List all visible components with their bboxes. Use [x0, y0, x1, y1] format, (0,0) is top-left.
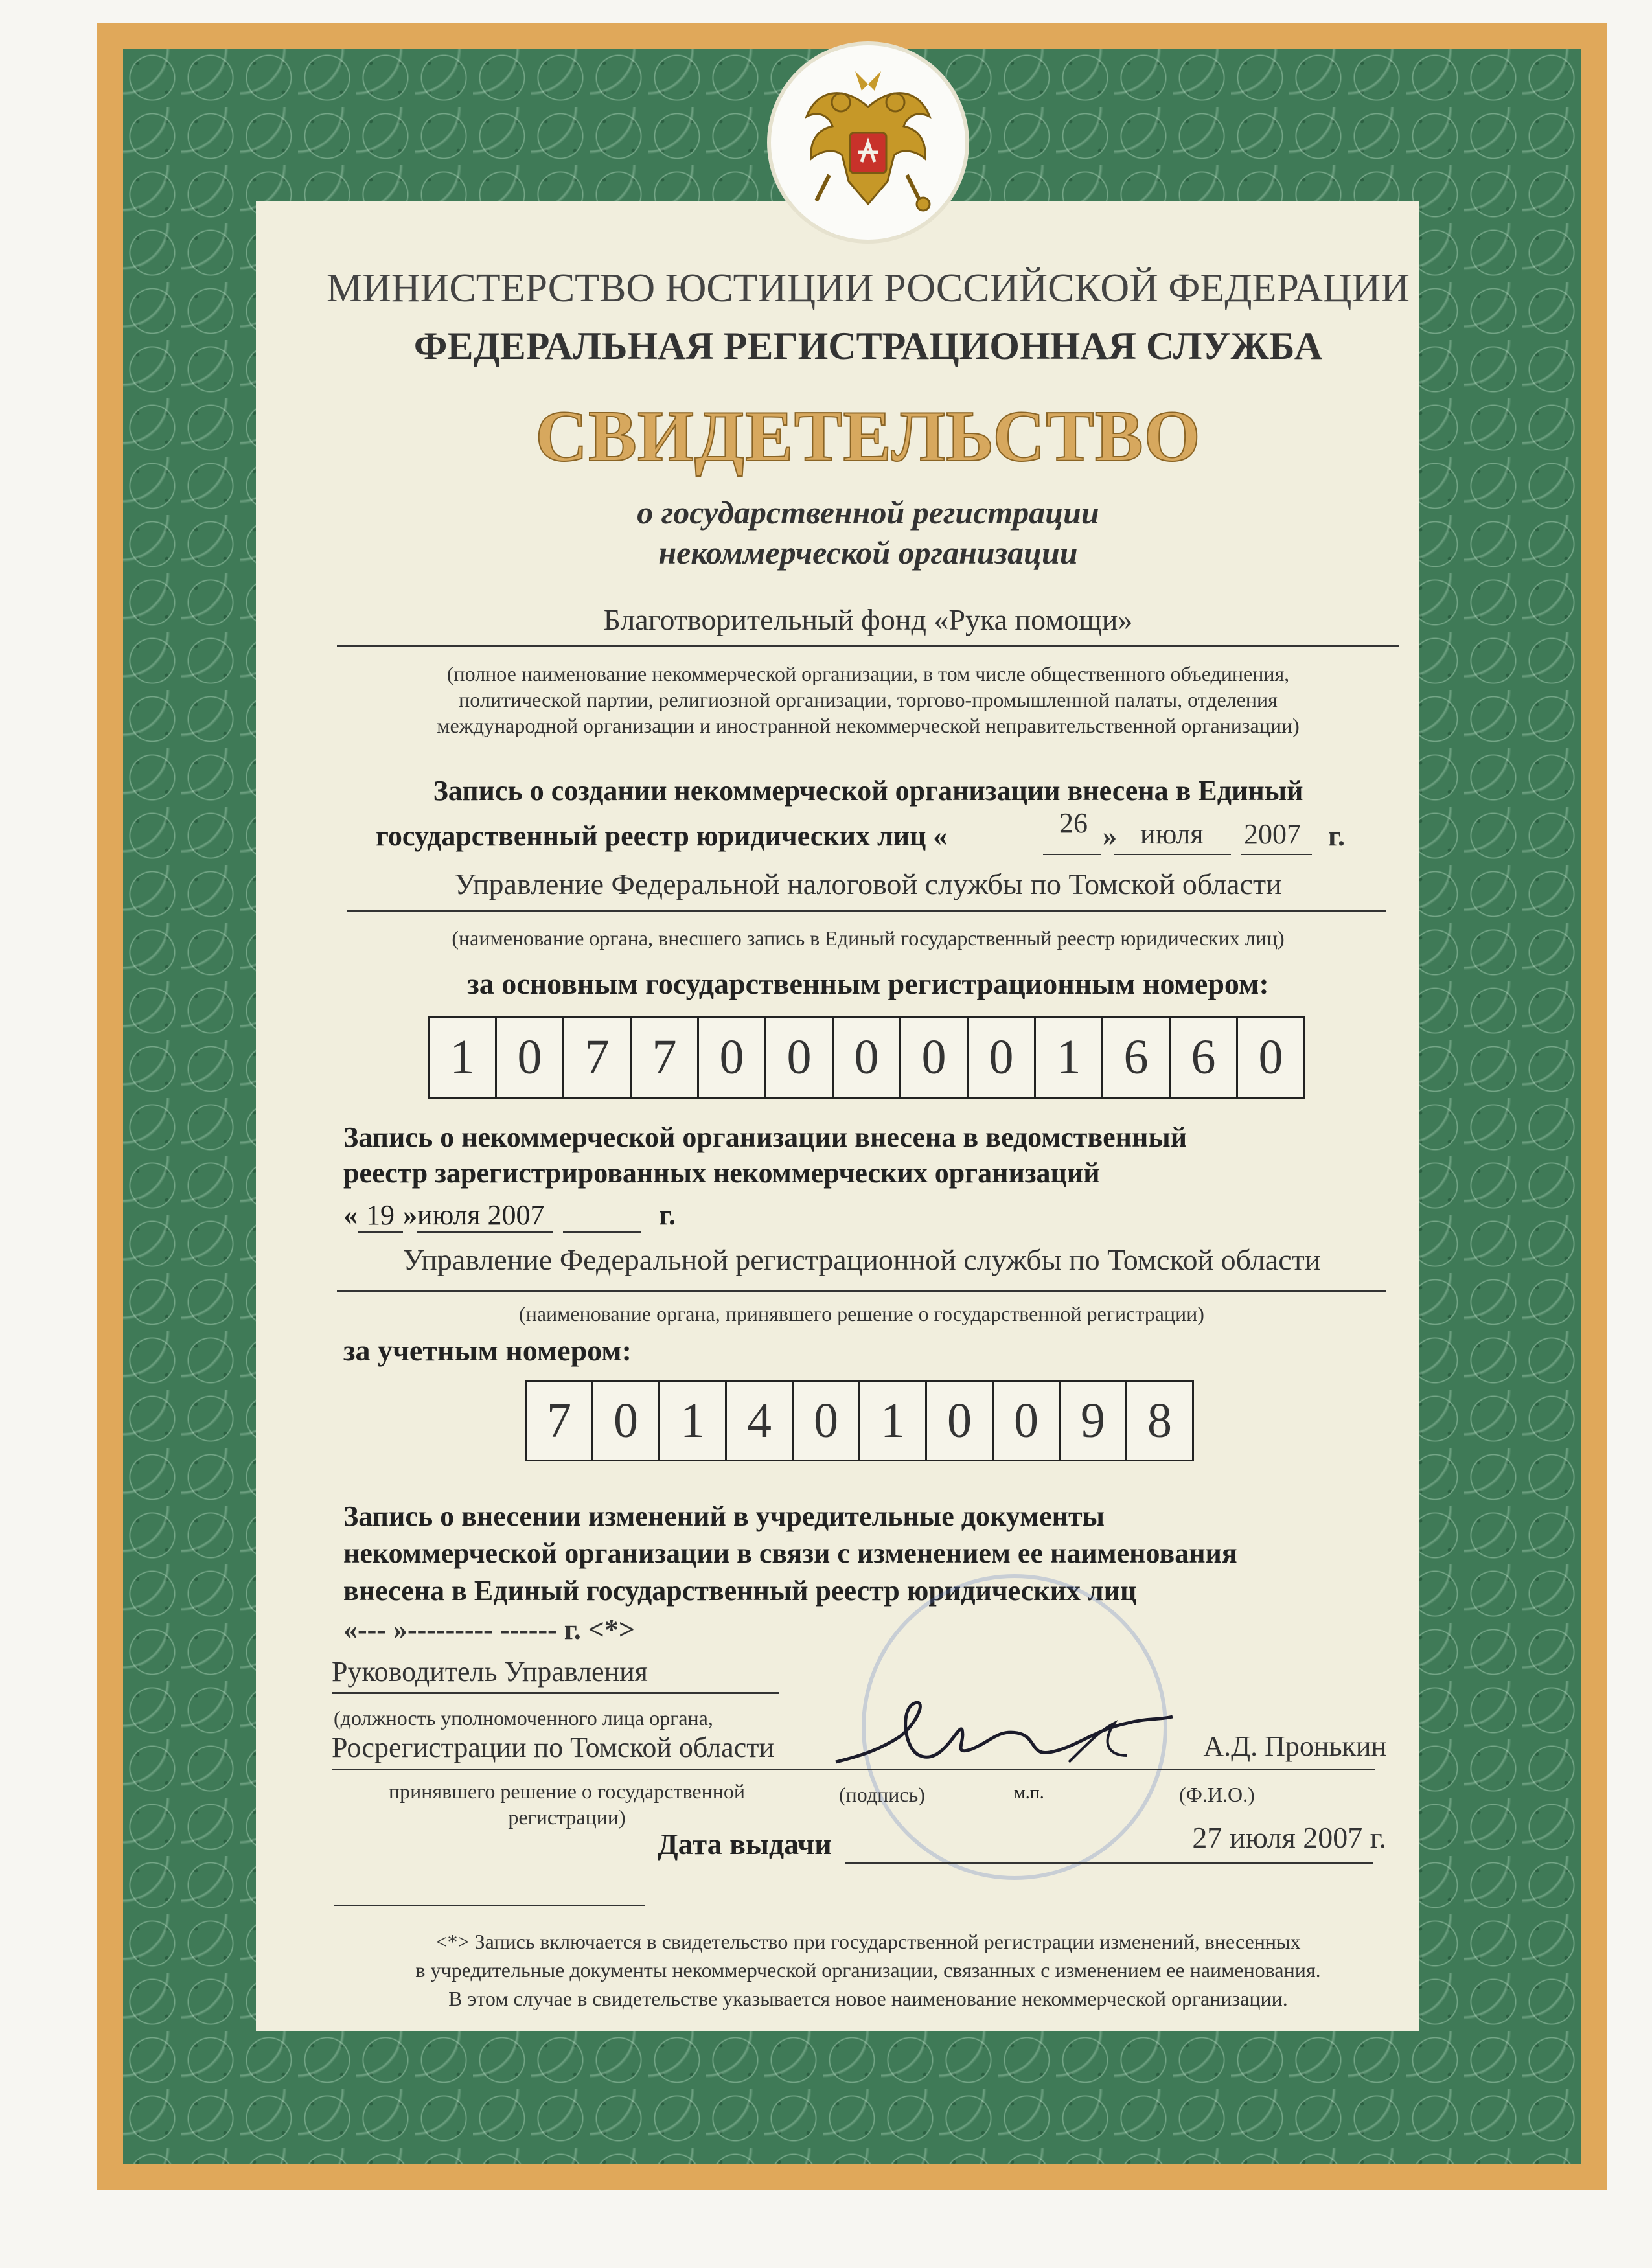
signatory-position-note-1: (должность уполномоченного лица органа, — [334, 1706, 713, 1730]
organization-name: Благотворительный фонд «Рука помощи» — [603, 603, 1133, 636]
digit-cell: 8 — [1147, 1393, 1172, 1448]
digit-cell: 0 — [593, 1382, 660, 1460]
registry-authority: Управление Федеральной регистрационной службы по Томской области — [402, 1243, 1321, 1276]
note-line: (полное наименование некоммерческой организации, в том числе общественного объединения, — [446, 662, 1290, 685]
note-line: принявшего решение о государственной — [389, 1780, 745, 1803]
document-title: СВИДЕТЕЛЬСТВО — [535, 396, 1201, 477]
digit-cell: 0 — [927, 1382, 994, 1460]
digit-cell: 7 — [527, 1382, 593, 1460]
signatory-position-note-2 — [334, 1778, 800, 1830]
signatory-position-line-2: Росрегистрации по Томской области — [332, 1732, 775, 1763]
digit-cell: 0 — [794, 1382, 860, 1460]
egrul-record-line-1: Запись о создании некоммерческой организации внесена в Единый — [433, 775, 1303, 807]
handwritten-signature — [823, 1658, 1186, 1788]
changes-record-line-1: Запись о внесении изменений в учредительные документы — [343, 1500, 1105, 1532]
ogrn-label: за основным государственным регистрационным номером: — [467, 967, 1269, 1000]
note-line: регистрации) — [508, 1805, 626, 1829]
egrul-record-line-2 — [376, 819, 947, 853]
registry-day: 19 — [358, 1198, 403, 1233]
digit-cell: 0 — [497, 1018, 564, 1097]
footnote-line: <*> Запись включается в свидетельство при государственной регистрации изменений, внесенных — [435, 1930, 1301, 1953]
issue-date-label: Дата выдачи — [658, 1827, 832, 1861]
footnote-line: В этом случае в свидетельстве указывается новое наименование некоммерческой организации. — [448, 1987, 1288, 2010]
signatory-position-line-1: Руководитель Управления — [332, 1656, 648, 1688]
digit-cell: 0 — [834, 1018, 901, 1097]
footnote-line: в учредительные документы некоммерческой организации, связанных с изменением ее наименования. — [415, 1958, 1321, 1982]
egrul-authority-underline — [347, 910, 1386, 912]
changes-record-line-3: внесена в Единый государственный реестр юридических лиц — [343, 1575, 1137, 1607]
digit-cell: 0 — [1258, 1030, 1283, 1084]
registry-record-line-1: Запись о некоммерческой организации внесена в ведомственный — [343, 1121, 1187, 1153]
fio-label: (Ф.И.О.) — [1179, 1783, 1255, 1806]
egrul-day-underline — [1043, 854, 1101, 855]
digit-cell: 0 — [901, 1018, 969, 1097]
digit-cell: 1 — [660, 1382, 727, 1460]
digit-cell: 0 — [969, 1018, 1036, 1097]
egrul-year: 2007 — [1244, 818, 1301, 850]
digit-cell: 0 — [994, 1382, 1061, 1460]
digit-cell: 0 — [699, 1018, 766, 1097]
registry-record-date — [343, 1198, 676, 1233]
double-headed-eagle-icon — [771, 45, 965, 240]
seal-label: м.п. — [1014, 1783, 1044, 1803]
registry-authority-note: (наименование органа, принявшего решение о государственной регистрации) — [519, 1302, 1204, 1325]
digit-cell: 1 — [430, 1018, 497, 1097]
ministry-heading: МИНИСТЕРСТВО ЮСТИЦИИ РОССИЙСКОЙ ФЕДЕРАЦИИ — [326, 266, 1410, 310]
egrul-month-underline — [1114, 854, 1231, 855]
registry-date-middle: » — [403, 1199, 417, 1231]
subtitle-line-2: некоммерческой организации — [658, 534, 1078, 571]
digit-cell: 7 — [632, 1018, 699, 1097]
note-line: международной организации и иностранной некоммерческой неправительственной организации) — [437, 714, 1300, 737]
digit-cell: 0 — [766, 1018, 834, 1097]
egrul-year-suffix: г. — [1328, 820, 1346, 852]
registry-date-open: « — [343, 1199, 358, 1231]
emblem — [771, 45, 965, 240]
signature-label: (подпись) — [839, 1783, 925, 1806]
organization-name-note — [350, 661, 1386, 739]
registry-month-year: июля 2007 — [417, 1198, 553, 1233]
digit-cell: 6 — [1171, 1018, 1238, 1097]
digit-cell: 6 — [1103, 1018, 1171, 1097]
organization-name-underline — [337, 645, 1399, 647]
account-number-label: за учетным номером: — [343, 1334, 632, 1367]
subtitle-line-1: о государственной регистрации — [637, 494, 1099, 531]
egrul-year-underline — [1241, 854, 1312, 855]
egrul-record-line-2-text: государственный реестр юридических лиц « — [376, 820, 948, 852]
registry-year-suffix: г. — [659, 1199, 676, 1231]
footnote-separator — [334, 1905, 645, 1906]
egrul-authority: Управление Федеральной налоговой службы по Томской области — [454, 867, 1282, 900]
egrul-authority-note: (наименование органа, внесшего запись в Единый государственный реестр юридических лиц) — [452, 926, 1285, 950]
digit-cell: 1 — [860, 1382, 927, 1460]
ogrn-number-box — [428, 1016, 1305, 1099]
footnote — [337, 1927, 1399, 2013]
egrul-month: июля — [1140, 818, 1204, 850]
egrul-day-close: » — [1103, 820, 1117, 852]
signatory-position-underline — [332, 1692, 779, 1694]
digit-cell: 4 — [727, 1382, 794, 1460]
digit-cell: 1 — [1036, 1018, 1103, 1097]
digit-cell: 7 — [564, 1018, 632, 1097]
digit-cell: 9 — [1061, 1382, 1127, 1460]
registry-record-line-2: реестр зарегистрированных некоммерческих организаций — [343, 1157, 1100, 1189]
note-line: политической партии, религиозной организации, торгово-промышленной палаты, отделения — [459, 688, 1278, 711]
changes-record-date: «--- »--------- ------ г. <*> — [343, 1614, 635, 1645]
signatory-name: А.Д. Пронькин — [1203, 1730, 1386, 1762]
account-number-box — [525, 1380, 1194, 1461]
issue-date-value: 27 июля 2007 г. — [1192, 1821, 1386, 1854]
issue-date-underline — [845, 1862, 1373, 1864]
service-heading: ФЕДЕРАЛЬНАЯ РЕГИСТРАЦИОННАЯ СЛУЖБА — [413, 325, 1323, 367]
document-subtitle — [292, 492, 1445, 573]
registry-authority-underline — [337, 1290, 1386, 1292]
changes-record-line-2: некоммерческой организации в связи с изменением ее наименования — [343, 1537, 1237, 1569]
egrul-day: 26 — [1059, 807, 1088, 839]
